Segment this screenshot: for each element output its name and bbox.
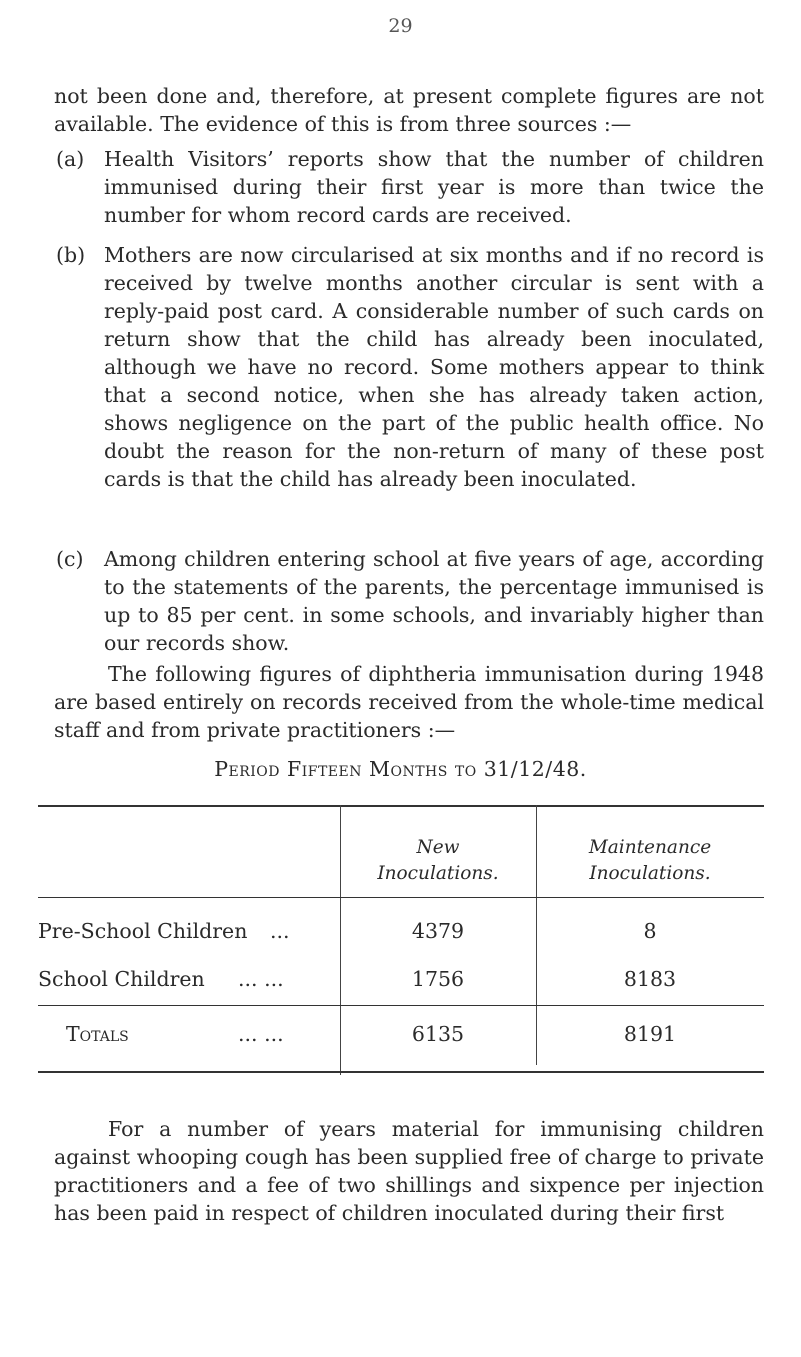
closing-paragraph: For a number of years material for immunising children against whooping cough has been supplied free of charge to private practitioners and a fee of two shillings and sixpence per injection has been paid in respect of children inoculated during their first <box>54 1117 764 1225</box>
table-cell-maintenance: 8183 <box>623 967 677 991</box>
col-header-maintenance <box>536 835 764 887</box>
leader-dots: ... <box>270 919 290 943</box>
immunisation-table: New Inoculations. Maintenance Inoculations. Pre-School Children ... 4379 8 School Children ... ... 1756 8183 Totals ... ... 6135 8191 <box>38 805 764 1075</box>
page-number: 29 <box>388 15 413 37</box>
table-title: Period Fifteen Months to 31/12/48. <box>214 757 587 781</box>
source-label: (a) <box>56 147 85 171</box>
source-label: (b) <box>56 243 86 267</box>
source-text: Mothers are now circularised at six months and if no record is received by twelve months another circular is sent with a reply-paid post card. A considerable number of such cards on return show that the child has already been inoculated, although we have no record. Some mothers appear to think that a second notice, when she has already taken action, shows negligence on the part of the public health office. No doubt the reason for the non-return of many of these post cards is that the child has already been inoculated. <box>104 243 764 491</box>
following-paragraph: The following figures of diphtheria immunisation during 1948 are based entirely on records received from the whole-time medical staff and from private practitioners :— <box>54 662 764 742</box>
col-header-line: Inoculations. <box>377 863 499 884</box>
table-top-rule <box>38 805 764 807</box>
col-header-line: Maintenance <box>588 837 712 858</box>
leader-dots: ... ... <box>238 1022 284 1046</box>
table-bottom-rule <box>38 1071 764 1073</box>
col-header-line: New <box>416 837 460 858</box>
intro-paragraph: not been done and, therefore, at present complete figures are not available. The evidence of this is from three sources :— <box>54 84 764 136</box>
source-text: Among children entering school at five years of age, according to the statements of the parents, the percentage immunised is up to 85 per cent. in some schools, and invariably higher than our records show. <box>104 547 764 655</box>
totals-rule <box>38 1005 764 1006</box>
header-rule <box>38 897 764 898</box>
col-header-new <box>340 835 536 887</box>
table-cell-new: 4379 <box>411 919 465 943</box>
totals-cell-new: 6135 <box>411 1022 465 1046</box>
totals-cell-maintenance: 8191 <box>623 1022 677 1046</box>
col-header-line: Inoculations. <box>589 863 711 884</box>
table-cell-maintenance: 8 <box>643 919 657 943</box>
table-row-label: School Children ... ... <box>38 967 284 991</box>
leader-dots: ... ... <box>238 967 284 991</box>
source-label: (c) <box>56 547 84 571</box>
table-cell-new: 1756 <box>411 967 465 991</box>
table-row-label: Pre-School Children ... <box>38 919 290 943</box>
source-text: Health Visitors’ reports show that the number of children immunised during their first year is more than twice the number for whom record cards are received. <box>104 147 764 227</box>
